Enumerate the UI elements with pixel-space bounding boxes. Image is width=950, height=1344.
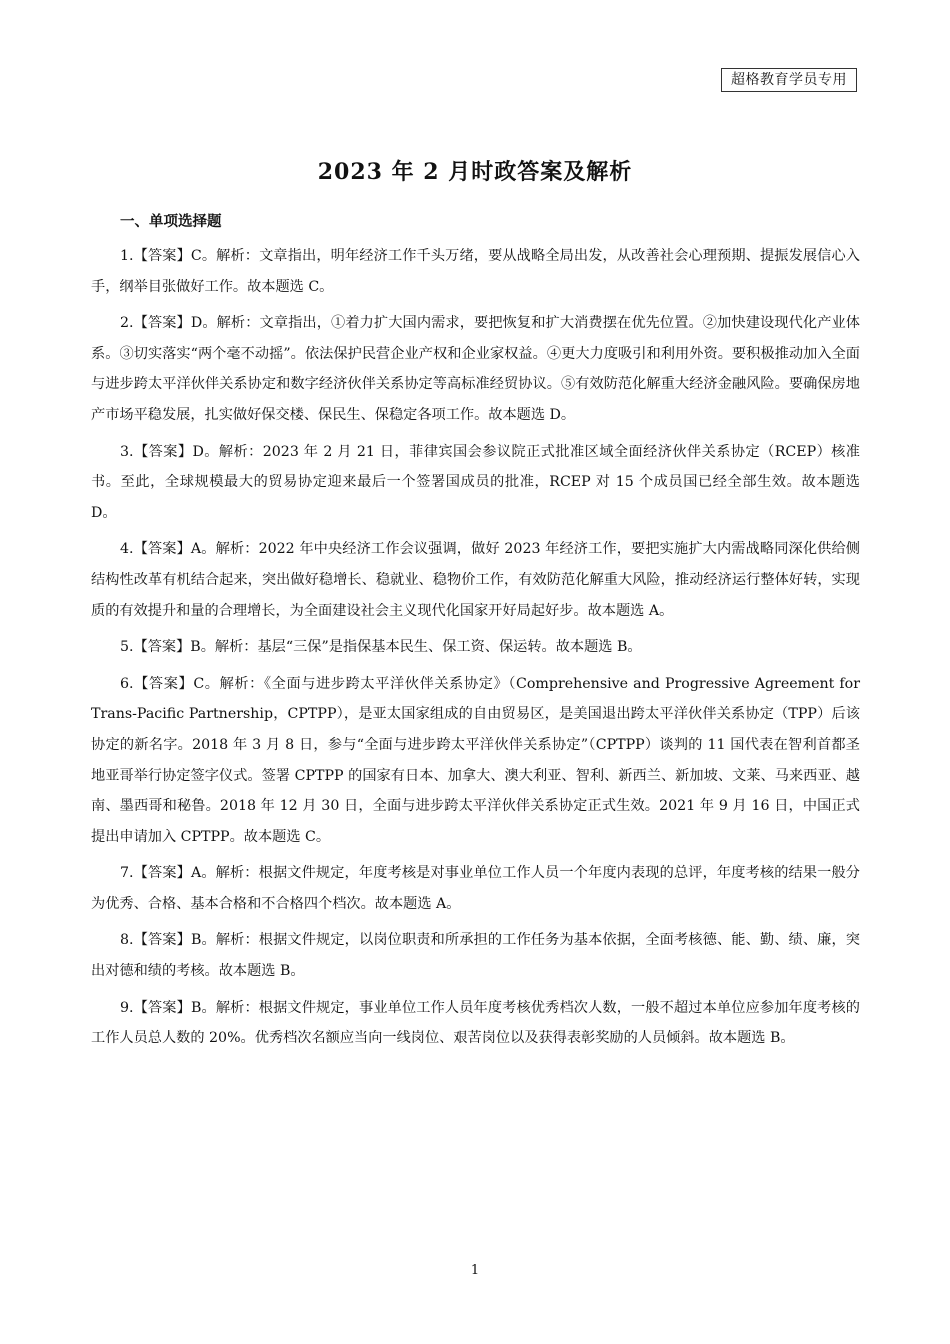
answer-item-6: 6.【答案】C。解析：《全面与进步跨太平洋伙伴关系协定》（Comprehensive and Progressive Agreement for Trans-Pacific Partnership，CPTPP），是亚太国家组成的自由贸易区，是美国退出跨太平洋伙伴关系协定（TPP）后该协定的新名字。2018 年 3 月 8 日，参与“全面与进步跨太平洋伙伴关系协定”（CPTPP）谈判的 11 国代表在智利首都圣地亚哥举行协定签字仪式。签署 CPTPP 的国家有日本、加拿大、澳大利亚、智利、新西兰、新加坡、文莱、马来西亚、越南、墨西哥和秘鲁。2018 年 12 月 30 日，全面与进步跨太平洋伙伴关系协定正式生效。2021 年 9 月 16 日，中国正式提出申请加入 CPTPP。故本题选 C。 (91, 675, 860, 845)
answer-item-7: 7.【答案】A。解析：根据文件规定，年度考核是对事业单位工作人员一个年度内表现的总评，年度考核的结果一般分为优秀、合格、基本合格和不合格四个档次。故本题选 A。 (91, 865, 860, 912)
answer-item-5: 5.【答案】B。解析：基层“三保”是指保基本民生、保工资、保运转。故本题选 B。 (120, 639, 642, 656)
header-badge: 超格教育学员专用 (721, 68, 857, 92)
page-title: 2023 年 2 月时政答案及解析 (317, 159, 633, 185)
answer-list (91, 241, 860, 1060)
answer-item-1: 1.【答案】C。解析：文章指出，明年经济工作千头万绪，要从战略全局出发，从改善社会心理预期、提振发展信心入手，纲举目张做好工作。故本题选 C。 (91, 248, 860, 295)
section-heading: 一、单项选择题 (120, 214, 222, 230)
answer-item-2: 2.【答案】D。解析：文章指出，①着力扩大国内需求，要把恢复和扩大消费摆在优先位置。②加快建设现代化产业体系。③切实落实“两个毫不动摇”。依法保护民营企业产权和企业家权益。④更大力度吸引和利用外资。要积极推动加入全面与进步跨太平洋伙伴关系协定和数字经济伙伴关系协定等高标准经贸协议。⑤有效防范化解重大经济金融风险。要确保房地产市场平稳发展，扎实做好保交楼、保民生、保稳定各项工作。故本题选 D。 (91, 315, 860, 423)
answer-item-8: 8.【答案】B。解析：根据文件规定，以岗位职责和所承担的工作任务为基本依据，全面考核德、能、勤、绩、廉，突出对德和绩的考核。故本题选 B。 (91, 932, 860, 980)
answer-item-9: 9.【答案】B。解析：根据文件规定，事业单位工作人员年度考核优秀档次人数，一般不超过本单位应参加年度考核的工作人员总人数的 20%。优秀档次名额应当向一线岗位、艰苦岗位以及获得表彰奖励的人员倾斜。故本题选 B。 (91, 999, 860, 1047)
answer-item-4: 4.【答案】A。解析：2022 年中央经济工作会议强调，做好 2023 年经济工作，要把实施扩大内需战略同深化供给侧结构性改革有机结合起来，突出做好稳增长、稳就业、稳物价工作，有效防范化解重大风险，推动经济运行整体好转，实现质的有效提升和量的合理增长，为全面建设社会主义现代化国家开好局起好步。故本题选 A。 (91, 541, 860, 619)
page-number: 1 (470, 1263, 480, 1278)
answer-item-3: 3.【答案】D。解析：2023 年 2 月 21 日，菲律宾国会参议院正式批准区域全面经济伙伴关系协定（RCEP）核准书。至此，全球规模最大的贸易协定迎来最后一个签署国成员的批准，RCEP 对 15 个成员国已经全部生效。故本题选 D。 (91, 443, 860, 521)
